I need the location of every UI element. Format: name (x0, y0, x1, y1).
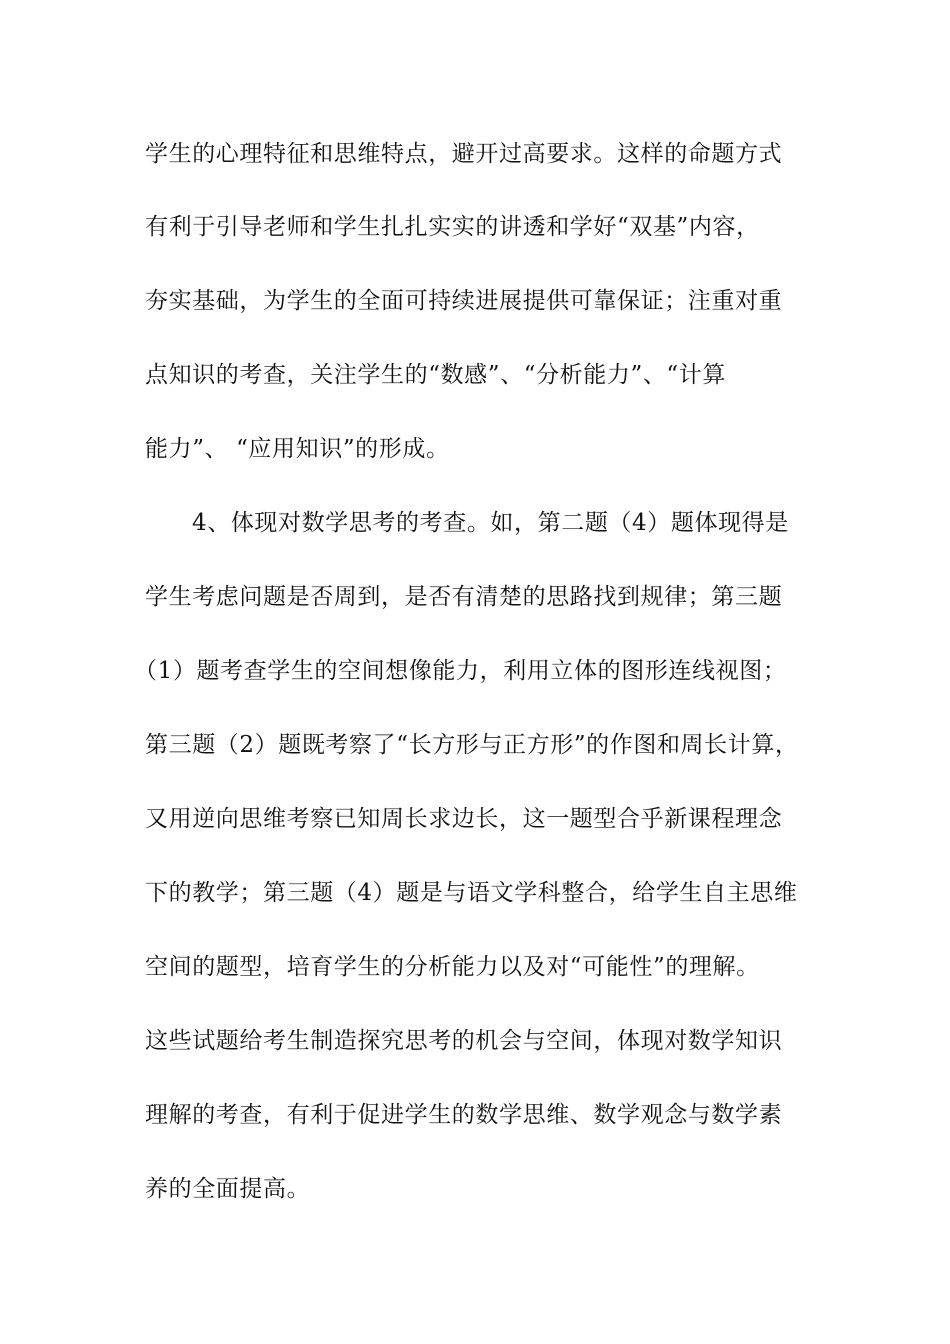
text-line: 学生考虑问题是否周到，是否有清楚的思路找到规律；第三题 (145, 584, 783, 610)
text-line: 学生的心理特征和思维特点，避开过高要求。这样的命题方式 (145, 141, 783, 167)
text-line: （1）题考查学生的空间想像能力，利用立体的图形连线视图； (134, 658, 787, 684)
text-line: 点知识的考查，关注学生的“数感”、“分析能力”、“计算 (145, 362, 726, 388)
text-line: 理解的考查，有利于促进学生的数学思维、数学观念与数学素 (145, 1102, 783, 1128)
text-line: 养的全面提高。 (145, 1176, 311, 1202)
text-line: 这些试题给考生制造探究思考的机会与空间，体现对数学知识 (145, 1028, 783, 1054)
paragraph-start-line: 4、体现对数学思考的考查。如，第二题（4）题体现得是 (192, 510, 789, 536)
text-line: 下的教学；第三题（4）题是与语文学科整合，给学生自主思维 (145, 880, 798, 906)
text-line: 有利于引导老师和学生扎扎实实的讲透和学好“双基”内容， (145, 214, 760, 240)
text-line: 第三题（2）题既考察了“长方形与正方形”的作图和周长计算， (145, 732, 799, 758)
text-line: 空间的题型，培育学生的分析能力以及对“可能性”的理解。 (145, 954, 760, 980)
text-line: 夯实基础，为学生的全面可持续进展提供可靠保证；注重对重 (145, 288, 783, 314)
text-line: 又用逆向思维考察已知周长求边长，这一题型合乎新课程理念 (145, 806, 783, 832)
text-line: 能力”、 “应用知识”的形成。 (145, 436, 450, 462)
